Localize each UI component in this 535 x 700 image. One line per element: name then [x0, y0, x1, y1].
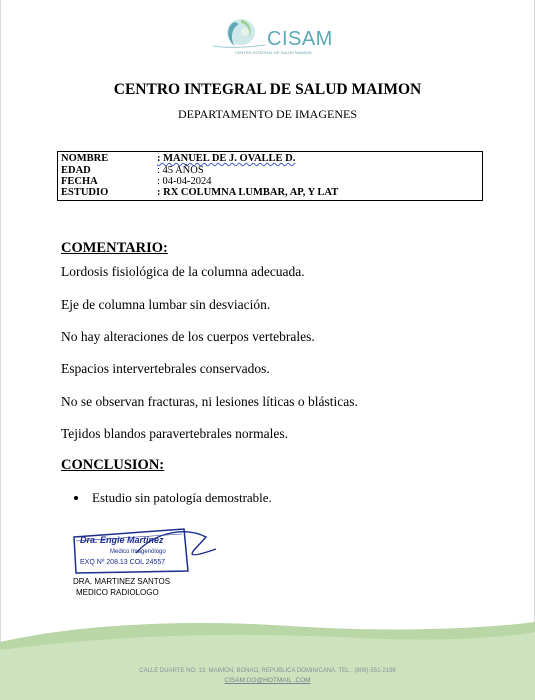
bullet-icon	[74, 496, 78, 500]
signer-title: MEDICO RADIOLOGO	[76, 588, 159, 597]
comment-line: Tejidos blandos paravertebrales normales.	[61, 426, 288, 441]
comment-line: No se observan fracturas, ni lesiones líticas o blásticas.	[61, 394, 358, 409]
stamp-name: Dra. Engie Martinez	[80, 535, 164, 545]
institution-title: CENTRO INTEGRAL DE SALUD MAIMON	[113, 81, 422, 98]
page-edge-left	[0, 0, 1, 700]
footer-wave	[0, 620, 535, 700]
row-label: EDAD	[61, 165, 91, 176]
comment-line: Espacios intervertebrales conservados.	[61, 361, 270, 376]
logo-text: CISAM	[267, 28, 333, 50]
department-title: DEPARTAMENTO DE IMAGENES	[178, 107, 357, 121]
row-label: ESTUDIO	[61, 187, 109, 198]
row-value: : RX COLUMNA LUMBAR, AP, Y LAT	[157, 187, 339, 198]
signer-name: DRA. MARTINEZ SANTOS	[73, 577, 171, 586]
doctor-stamp	[66, 523, 226, 577]
footer-address: CALLE DUARTE NO. 13, MAIMÓN, BONAO, REPUBLICA DOMINICANA, TEL.: (809)-551-2196	[139, 668, 396, 674]
conclusion-heading: CONCLUSION:	[61, 457, 165, 473]
logo-subtext: CENTRO INTEGRAL DE SALUD MAIMON	[235, 50, 312, 55]
stamp-role: Medico Imagenólogo	[110, 549, 166, 555]
comment-line: Lordosis fisiológica de la columna adecuada.	[61, 264, 305, 279]
comment-line: No hay alteraciones de los cuerpos vertebrales.	[61, 329, 315, 344]
patient-info-box	[57, 151, 483, 201]
row-label: NOMBRE	[61, 153, 109, 164]
conclusion-text: Estudio sin patología demostrable.	[92, 490, 272, 505]
comment-heading: COMENTARIO:	[61, 240, 168, 256]
row-value: : MANUEL DE J. OVALLE D.	[157, 153, 296, 164]
row-label: FECHA	[61, 176, 98, 187]
cisam-logo	[205, 12, 335, 62]
comment-line: Eje de columna lumbar sin desviación.	[61, 297, 271, 312]
stamp-license: EXQ Nº 208.13 COL 24557	[80, 559, 166, 566]
row-value: : 04-04-2024	[157, 176, 212, 187]
row-value: : 45 AÑOS	[157, 165, 204, 176]
footer-email-link[interactable]: CISAM.DO@HOTMAIL .COM	[224, 677, 311, 684]
